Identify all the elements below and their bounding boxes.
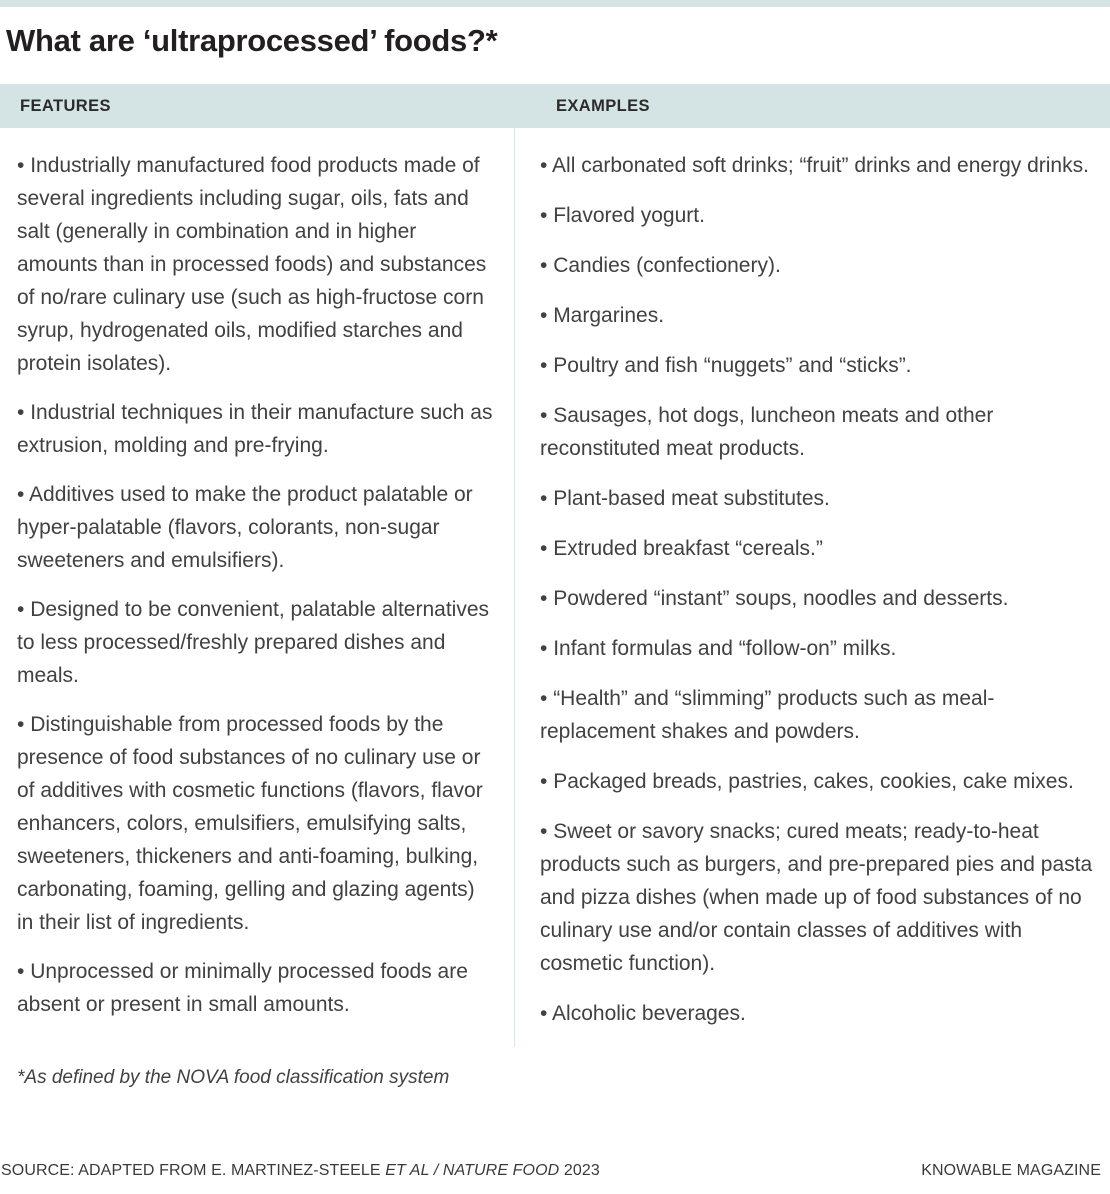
footnote: *As defined by the NOVA food classification system <box>17 1067 450 1088</box>
bullet-icon: • <box>540 204 548 227</box>
example-item: • Poultry and fish “nuggets” and “sticks”. <box>540 354 912 377</box>
bullet-icon: • <box>540 154 548 177</box>
example-item: • Alcoholic beverages. <box>540 1002 746 1025</box>
source-year: 2023 <box>559 1162 600 1179</box>
bullet-icon: • <box>540 820 548 843</box>
bullet-icon: • <box>17 154 25 177</box>
page-title: What are ‘ultraprocessed’ foods?* <box>6 23 498 58</box>
bullet-icon: • <box>540 637 548 660</box>
example-item: • Powdered “instant” soups, noodles and desserts. <box>540 587 1009 610</box>
example-item: • “Health” and “slimming” products such as meal-replacement shakes and powders. <box>540 687 995 743</box>
bullet-icon: • <box>540 304 548 327</box>
example-item: • Sweet or savory snacks; cured meats; ready-to-heat products such as burgers, and pre-prepared pies and pasta and pizza dishes (when made up of food substances of no culinary use and/or contain classes of additives with cosmetic function). <box>540 820 1093 975</box>
features-column <box>0 149 514 1047</box>
bullet-icon: • <box>540 404 548 427</box>
bullet-icon: • <box>540 354 548 377</box>
example-item: • Sausages, hot dogs, luncheon meats and other reconstituted meat products. <box>540 404 994 460</box>
examples-column <box>515 149 1110 1047</box>
bullet-icon: • <box>540 254 548 277</box>
bullet-icon: • <box>540 770 548 793</box>
bullet-icon: • <box>540 687 548 710</box>
feature-item: • Designed to be convenient, palatable alternatives to less processed/freshly prepared dishes and meals. <box>17 598 490 687</box>
feature-item: • Industrial techniques in their manufacture such as extrusion, molding and pre-frying. <box>17 401 493 457</box>
example-item: • All carbonated soft drinks; “fruit” drinks and energy drinks. <box>540 154 1089 177</box>
table-header-band <box>0 84 1110 128</box>
magazine-credit: KNOWABLE MAGAZINE <box>921 1162 1101 1179</box>
bullet-icon: • <box>17 713 25 736</box>
example-item: • Plant-based meat substitutes. <box>540 487 830 510</box>
bullet-icon: • <box>540 587 548 610</box>
source-text: SOURCE: ADAPTED FROM E. MARTINEZ-STEELE <box>1 1162 386 1179</box>
bullet-icon: • <box>17 598 25 621</box>
feature-item: • Industrially manufactured food products made of several ingredients including sugar, oils, fats and salt (generally in combination and in higher amounts than in processed foods) and substances of no/rare culinary use (such as high-fructose corn syrup, hydrogenated oils, modified starches and protein isolates). <box>17 154 487 375</box>
bullet-icon: • <box>17 483 25 506</box>
source-credit <box>1 1162 600 1180</box>
feature-item: • Distinguishable from processed foods by the presence of food substances of no culinary use or of additives with cosmetic functions (flavors, flavor enhancers, colors, emulsifiers, emulsifying salts, sweeteners, thickeners and anti-foaming, bulking, carbonating, foaming, gelling and glazing agents) in their list of ingredients. <box>17 713 483 934</box>
bullet-icon: • <box>540 487 548 510</box>
example-item: • Packaged breads, pastries, cakes, cookies, cake mixes. <box>540 770 1074 793</box>
bullet-icon: • <box>540 1002 548 1025</box>
feature-item: • Additives used to make the product palatable or hyper-palatable (flavors, colorants, non-sugar sweeteners and emulsifiers). <box>17 483 473 572</box>
example-item: • Extruded breakfast “cereals.” <box>540 537 823 560</box>
examples-column-header: EXAMPLES <box>556 96 650 115</box>
example-item: • Candies (confectionery). <box>540 254 781 277</box>
features-column-header: FEATURES <box>20 96 111 115</box>
bullet-icon: • <box>17 401 25 424</box>
bullet-icon: • <box>17 960 25 983</box>
feature-item: • Unprocessed or minimally processed foods are absent or present in small amounts. <box>17 960 468 1016</box>
comparison-table <box>0 128 1110 1047</box>
accent-top-bar <box>0 0 1110 7</box>
bullet-icon: • <box>540 537 548 560</box>
example-item: • Flavored yogurt. <box>540 204 705 227</box>
footer <box>1 1162 1101 1180</box>
example-item: • Margarines. <box>540 304 665 327</box>
source-publication: ET AL / NATURE FOOD <box>385 1162 560 1179</box>
example-item: • Infant formulas and “follow-on” milks. <box>540 637 897 660</box>
